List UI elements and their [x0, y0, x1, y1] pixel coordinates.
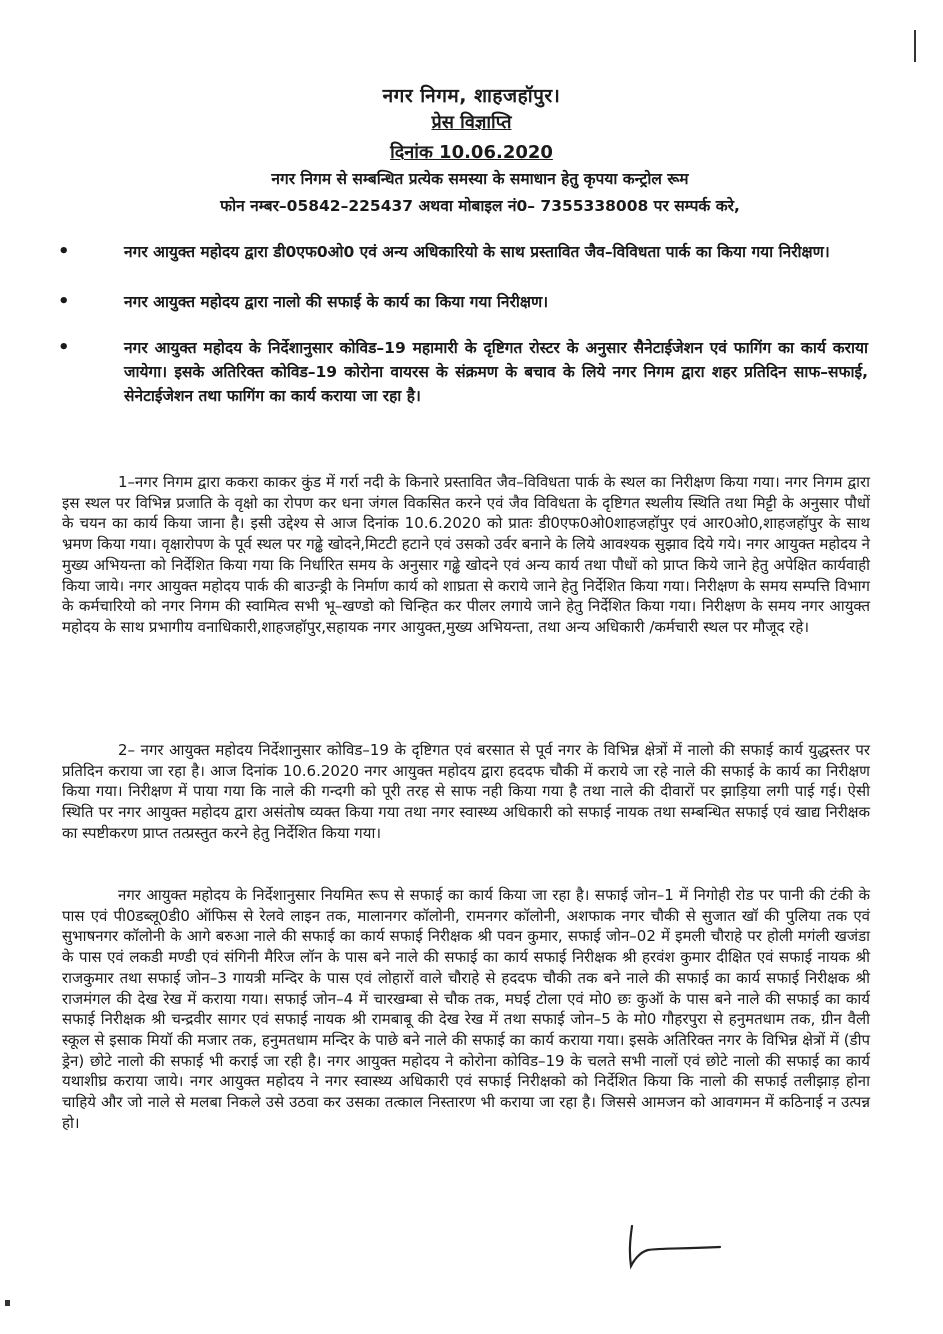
paragraph-drain-inspection: 2– नगर आयुक्त महोदय निर्देशानुसार कोविड–19 के दृष्टिगत एवं बरसात से पूर्व नगर के विभिन्न क्षेत्रों में नालो की सफाई कार्य युद्धस्तर पर प्रतिदिन कराया जा रहा है। आज दिनांक 10.6.2020 नगर आयुक्त महोदय द्वारा हददफ चौकी में कराये जा रहे नाले की सफाई के कार्य का निरीक्षण किया गया। निरीक्षण में पाया गया कि नाले की गन्दगी को पूरी तरह से साफ नही किया गया है तथा नाले की दीवारों पर झाड़िया लगी पाई गई। ऐसी स्थिति पर नगर आयुक्त महोदय द्वारा असंतोष व्यक्त किया गया तथा नगर स्वास्थ्य अधिकारी को सफाई नायक तथा सम्बन्धित सफाई एवं खाद्य निरीक्षक का स्पष्टीकरण प्राप्त तत्प्रस्तुत करने हेतु निर्देशित किया गया। [62, 741, 870, 842]
contact-line-1: नगर निगम से सम्बन्धित प्रत्येक समस्या के समाधान हेतु कृपया कन्ट्रोल रूम [271, 170, 689, 188]
scan-edge-dot [5, 1300, 10, 1306]
highlight-text: नगर आयुक्त महोदय द्वारा नालो की सफाई के कार्य का किया गया निरीक्षण। [124, 293, 549, 311]
highlights-list [58, 240, 868, 408]
bullet-icon: • [58, 291, 70, 312]
release-date: दिनांक 10.06.2020 [390, 142, 553, 163]
bullet-icon: • [58, 337, 70, 358]
list-item [58, 290, 868, 314]
highlight-text: नगर आयुक्त महोदय द्वारा डी0एफ0ओ0 एवं अन्य अधिकारियो के साथ प्रस्तावित जैव–विविधता पार्क का किया गया निरीक्षण। [124, 243, 830, 261]
list-item [58, 336, 868, 408]
contact-info [130, 166, 830, 220]
scan-edge-mark [914, 30, 916, 62]
paragraph-biodiversity-park: 1–नगर निगम द्वारा ककरा काकर कुंड में गर्रा नदी के किनारे प्रस्तावित जैव–विविधता पार्क के स्थल का निरीक्षण किया गया। नगर निगम द्वारा इस स्थल पर विभिन्न प्रजाति के वृक्षो का रोपण कर धना जंगल विकसित करने एवं जैव विविधता के दृष्टिगत स्थलीय स्थिति तथा मिट्टी के अनुसार पौधों के चयन का कार्य किया जाना है। इसी उद्देश्य से आज दिनांक 10.6.2020 को प्रातः डी0एफ0ओ0शाहजहॉपुर एवं आर0ओ0,शाहजहॉपुर के साथ भ्रमण किया गया। वृक्षारोपण के पूर्व स्थल पर गढ्ढे खोदने,मिटटी हटाने एवं उसको उर्वर बनाने के लिये आवश्यक सुझाव दिये गये। नगर आयुक्त महोदय ने मुख्य अभियन्ता को निर्देशित किया गया कि निर्धारित समय के अनुसार गढ्ढे खोदने एवं अन्य कार्य तथा पौधों को प्राप्त किये जाने हेतु अपेक्षित कार्यवाही किया जाये। नगर आयुक्त महोदय पार्क की बाउन्ड्री के निर्माण कार्य को शाघ्रता से कराये जाने हेतु निर्देशित किया गया। निरीक्षण के समय सम्पत्ति विभाग के कर्मचारियो को नगर निगम की स्वामित्व सभी भू–खण्डो को चिन्हित कर पीलर लगाये जाने हेतु निर्देशित किया गया। निरीक्षण के समय नगर आयुक्त महोदय के साथ प्रभागीय वनाधिकारी,शाहजहॉपुर,सहायक नगर आयुक्त,मुख्य अभियन्ता, तथा अन्य अधिकारी /कर्मचारी स्थल पर मौजूद रहे। [62, 473, 870, 636]
contact-line-2: फोन नम्बर–05842–225437 अथवा मोबाइल नं0– 7355338008 पर सम्पर्क करे, [220, 197, 740, 215]
paragraph-zone-cleaning: नगर आयुक्त महोदय के निर्देशानुसार नियमित रूप से सफाई का कार्य किया जा रहा है। सफाई जोन–1 में निगोही रोड पर पानी की टंकी के पास एवं पी0डब्लू0डी0 ऑफिस से रेलवे लाइन तक, मालानगर कॉलोनी, रामनगर कॉलोनी, अशफाक नगर चौकी से सुजात खॉ की पुलिया तक एवं सुभाषनगर कॉलोनी के आगे बरुआ नाले की सफाई का कार्य सफाई निरीक्षक श्री पवन कुमार, सफाई जोन–02 में इमली चौराहे पर होली मगंली खजंडा के पास एवं लकडी मण्डी एवं संगिनी मैरिज लॉन के पास बने नाले की सफाई का कार्य सफाई निरीक्षक श्री हरवंश कुमार दीक्षित एवं सफाई नायक श्री राजकुमार तथा सफाई जोन–3 गायत्री मन्दिर के पास एवं लोहारों वाले चौराहे से हददफ चौकी तक बने नाले की सफाई का कार्य सफाई निरीक्षक श्री राजमंगल की देख रेख में कराया गया। सफाई जोन–4 में चारखम्बा से चौक तक, मघई टोला एवं मो0 छः कुऑ के पास बने नाले की सफाई का कार्य सफाई निरीक्षक श्री चन्द्रवीर सागर एवं सफाई नायक श्री रामबाबू की देख रेख में तथा सफाई जोन–5 के मो0 गौहरपुरा से हनुमतधाम तक, ग्रीन वैली स्कूल से इसाक मियॉ की मजार तक, हनुमतधाम मन्दिर के पाछे बने नाले की सफाई का कार्य कराया गया। इसके अतिरिक्त नगर के विभिन्न क्षेत्रों में (डीप ड्रेन) छोटे नालो की सफाई भी कराई जा रही है। नगर आयुक्त महोदय ने कोरोना कोविड–19 के चलते सभी नालों एवं छोटे नालो की सफाई का कार्य यथाशीघ्र कराया जाये। नगर आयुक्त महोदय ने नगर स्वास्थ्य अधिकारी एवं सफाई निरीक्षको को निर्देशित किया कि नालो की सफाई तलीझाड़ होना चाहिये और जो नाले से मलबा निकले उसे उठवा कर उसका तत्काल निस्तारण भी कराया जा रहा है। जिससे आमजन को आवगमन में कठिनाई न उत्पन्न हो। [62, 886, 870, 1132]
bullet-icon: • [58, 241, 70, 262]
press-release-heading: प्रेस विज्ञाप्ति [431, 112, 512, 133]
signature-mark [620, 1222, 730, 1272]
list-item [58, 240, 868, 264]
organization-title: नगर निगम, शाहजहॉपुर। [382, 85, 561, 107]
highlight-text: नगर आयुक्त महोदय के निर्देशानुसार कोविड–19 महामारी के दृष्टिगत रोस्टर के अनुसार सैनेटाईजेशन एवं फागिंग का कार्य कराया जायेगा। इसके अतिरिक्त कोविड–19 कोरोना वायरस के संक्रमण के बचाव के लिये नगर निगम द्वारा शहर प्रतिदिन साफ–सफाई, सेनेटाईजेशन तथा फागिंग का कार्य कराया जा रहा है। [124, 339, 868, 405]
